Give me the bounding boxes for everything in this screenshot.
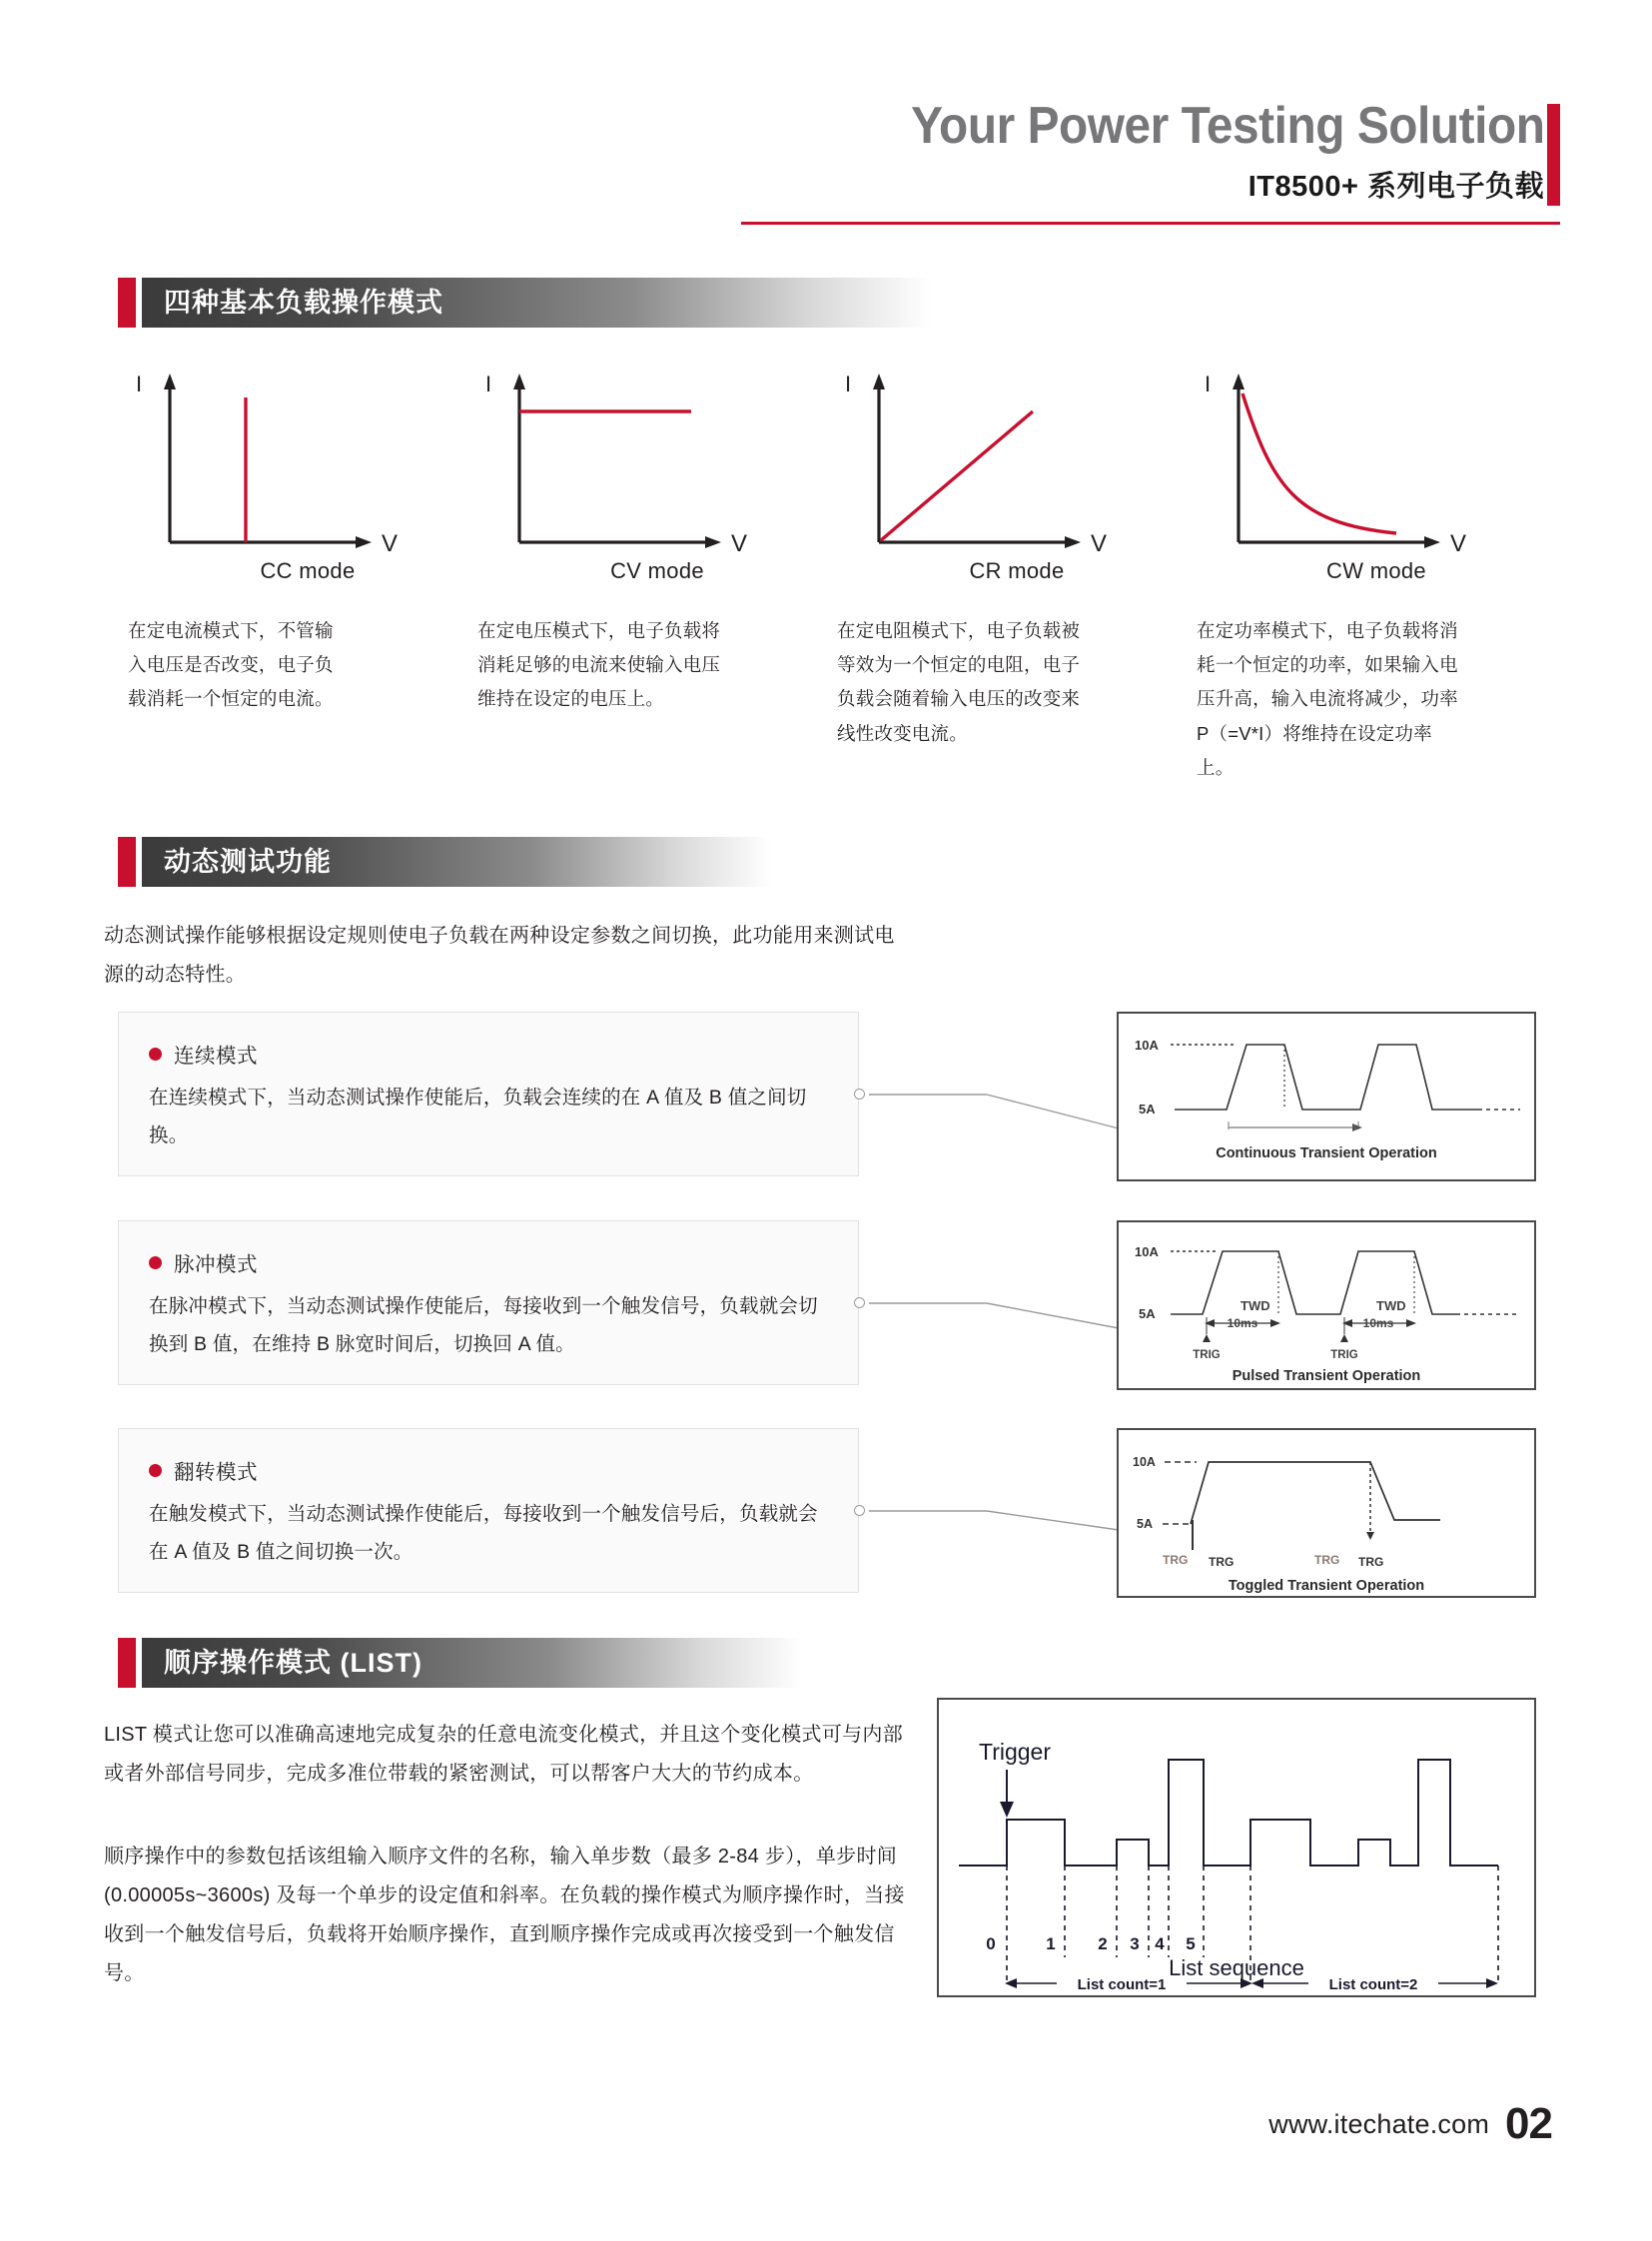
- label-10ms-1: 10ms: [1227, 1316, 1258, 1330]
- label-10a: 10A: [1133, 1455, 1156, 1469]
- page-header: [0, 0, 1652, 240]
- figure-continuous-transient: [1117, 1012, 1536, 1181]
- cw-axis-y-label: I: [1205, 372, 1212, 396]
- label-twd-2: TWD: [1376, 1298, 1406, 1313]
- list-count-label-2: List count=2: [1328, 1976, 1418, 1993]
- dynamic-mode-body-toggled: 在触发模式下，当动态测试操作使能后，每接收到一个触发信号后，负载就会在 A 值及 B 值之间切换一次。: [149, 1503, 818, 1564]
- label-5a: 5A: [1137, 1517, 1153, 1531]
- cc-axis-x-label: V: [382, 530, 399, 557]
- figure-caption-continuous: Continuous Transient Operation: [1216, 1145, 1437, 1161]
- label-5a: 5A: [1139, 1306, 1156, 1321]
- label-trg-2: TRG: [1209, 1555, 1235, 1569]
- dynamic-mode-title-row: [149, 1039, 828, 1069]
- header-subtitle: IT8500+ 系列电子负载: [1247, 171, 1544, 203]
- dynamic-mode-body-continuous: 在连续模式下，当动态测试操作使能后，负载会连续的在 A 值及 B 值之间切换。: [149, 1087, 807, 1147]
- step-label-4: 4: [1155, 1934, 1165, 1953]
- label-twd-1: TWD: [1240, 1298, 1270, 1313]
- bullet-icon: [149, 1048, 162, 1061]
- header-text-block: [856, 97, 1544, 205]
- section-title-bar: [118, 837, 1536, 887]
- connector-dot-pulsed: [854, 1297, 865, 1308]
- step-label-2: 2: [1098, 1934, 1108, 1953]
- step-label-0: 0: [986, 1934, 996, 1953]
- connector-lines: [857, 999, 1127, 1618]
- cw-axis-x-label: V: [1450, 530, 1467, 557]
- list-count-label-1: List count=1: [1077, 1976, 1167, 1993]
- figure-list-sequence: [937, 1698, 1536, 1997]
- mode-column-cw: [1197, 368, 1556, 785]
- list-mode-paragraph-2: 顺序操作中的参数包括该组输入顺序文件的名称，输入单步数（最多 2-84 步），单步时间 (0.00005s~3600s) 及每一个单步的设定值和斜率。在负载的操作模式为顺序操作时，当接收到一个触发信号后，负载将开始顺序操作，直到顺序操作完成或再次接受到一个触发信号。: [104, 1846, 905, 1984]
- step-label-1: 1: [1046, 1934, 1056, 1953]
- cr-mode-graph: [837, 368, 1137, 557]
- dynamic-mode-title-continuous: 连续模式: [174, 1045, 258, 1068]
- footer-url[interactable]: www.itechate.com: [1268, 2108, 1490, 2139]
- mode-desc-cw: 在定功率模式下，电子负载将消耗一个恒定的功率，如果输入电压升高，输入电流将减少，功率 P（=V*I）将维持在设定功率上。: [1197, 620, 1458, 778]
- section-title-bar: [118, 1638, 1536, 1688]
- label-trg-4: TRG: [1358, 1555, 1384, 1569]
- step-label-3: 3: [1130, 1934, 1140, 1953]
- header-rule: [741, 222, 1560, 225]
- section-list-mode: [118, 1638, 1536, 1688]
- connector-dot-continuous: [854, 1089, 865, 1100]
- list-sequence-waveform: [939, 1700, 1534, 1995]
- figure-toggled-transient: [1117, 1428, 1536, 1598]
- dynamic-mode-title-pulsed: 脉冲模式: [174, 1253, 258, 1276]
- section-dynamic-test: [118, 837, 1536, 887]
- section-accent-tab: [118, 1638, 136, 1688]
- figure-caption-list-sequence: List sequence: [1169, 1955, 1304, 1980]
- mode-column-cv: [477, 368, 837, 717]
- dynamic-mode-card-pulsed: [118, 1220, 859, 1385]
- dynamic-mode-body-pulsed: 在脉冲模式下，当动态测试操作使能后，每接收到一个触发信号，负载就会切换到 B 值，在维持 B 脉宽时间后，切换回 A 值。: [149, 1295, 818, 1356]
- bullet-icon: [149, 1464, 162, 1477]
- label-10ms-2: 10ms: [1362, 1316, 1394, 1330]
- cv-axis-x-label: V: [731, 530, 748, 557]
- mode-name-cv: CV mode: [610, 558, 704, 583]
- mode-desc-cc: 在定电流模式下，不管输入电压是否改变，电子负载消耗一个恒定的电流。: [128, 620, 334, 710]
- list-mode-paragraph-1: LIST 模式让您可以准确高速地完成复杂的任意电流变化模式，并且这个变化模式可与内部或者外部信号同步，完成多准位带载的紧密测试，可以帮客户大大的节约成本。: [104, 1724, 904, 1785]
- bullet-icon: [149, 1256, 162, 1269]
- cc-mode-graph: [128, 368, 427, 557]
- dynamic-mode-card-toggled: [118, 1428, 859, 1593]
- toggled-transient-waveform: [1119, 1430, 1534, 1596]
- label-5a: 5A: [1139, 1102, 1156, 1117]
- header-title: Your Power Testing Solution: [910, 97, 1544, 155]
- pulsed-transient-waveform: [1119, 1222, 1534, 1388]
- section-title-list-mode: 顺序操作模式 (LIST): [164, 1648, 422, 1678]
- label-trigger: Trigger: [979, 1739, 1051, 1765]
- mode-name-cc: CC mode: [260, 558, 356, 583]
- dynamic-mode-title-toggled: 翻转模式: [174, 1461, 258, 1484]
- figure-pulsed-transient: [1117, 1220, 1536, 1390]
- label-trg-1: TRG: [1163, 1553, 1189, 1567]
- figure-caption-pulsed: Pulsed Transient Operation: [1232, 1368, 1421, 1384]
- label-trig-1: TRIG: [1193, 1349, 1221, 1361]
- mode-name-cw: CW mode: [1326, 558, 1426, 583]
- section-accent-tab: [118, 837, 136, 887]
- mode-name-cr: CR mode: [969, 558, 1065, 583]
- mode-column-cr: [837, 368, 1197, 751]
- section-title-dynamic-test: 动态测试功能: [164, 847, 332, 877]
- mode-column-cc: [128, 368, 487, 717]
- cv-axis-y-label: I: [485, 372, 492, 396]
- connector-dot-toggled: [854, 1505, 865, 1516]
- figure-caption-toggled: Toggled Transient Operation: [1228, 1578, 1425, 1594]
- label-trg-3: TRG: [1314, 1553, 1340, 1567]
- dynamic-mode-title-row: [149, 1247, 828, 1277]
- mode-desc-cr: 在定电阻模式下，电子负载被等效为一个恒定的电阻，电子负载会随着输入电压的改变来线性改变电流。: [837, 620, 1081, 744]
- page-footer: [1268, 2099, 1552, 2149]
- section-basic-modes: [118, 278, 1536, 328]
- section-title-basic-modes: 四种基本负载操作模式: [164, 288, 443, 318]
- label-10a: 10A: [1135, 1038, 1159, 1053]
- footer-page-number: 02: [1505, 2099, 1552, 2148]
- step-label-5: 5: [1186, 1934, 1196, 1953]
- dynamic-test-intro: 动态测试操作能够根据设定规则使电子负载在两种设定参数之间切换，此功能用来测试电源的动态特性。: [104, 925, 895, 986]
- label-10a: 10A: [1135, 1244, 1159, 1259]
- cr-axis-y-label: I: [845, 372, 852, 396]
- section-accent-tab: [118, 278, 136, 328]
- continuous-transient-waveform: [1119, 1014, 1534, 1179]
- section-title-bar: [118, 278, 1536, 328]
- header-accent-bar: [1547, 104, 1560, 206]
- mode-desc-cv: 在定电压模式下，电子负载将消耗足够的电流来使输入电压维持在设定的电压上。: [477, 620, 721, 710]
- dynamic-mode-card-continuous: [118, 1012, 859, 1176]
- dynamic-mode-title-row: [149, 1455, 828, 1485]
- cc-axis-y-label: I: [136, 372, 143, 396]
- label-trig-2: TRIG: [1330, 1349, 1358, 1361]
- cw-mode-graph: [1197, 368, 1496, 557]
- cr-axis-x-label: V: [1091, 530, 1108, 557]
- cv-mode-graph: [477, 368, 777, 557]
